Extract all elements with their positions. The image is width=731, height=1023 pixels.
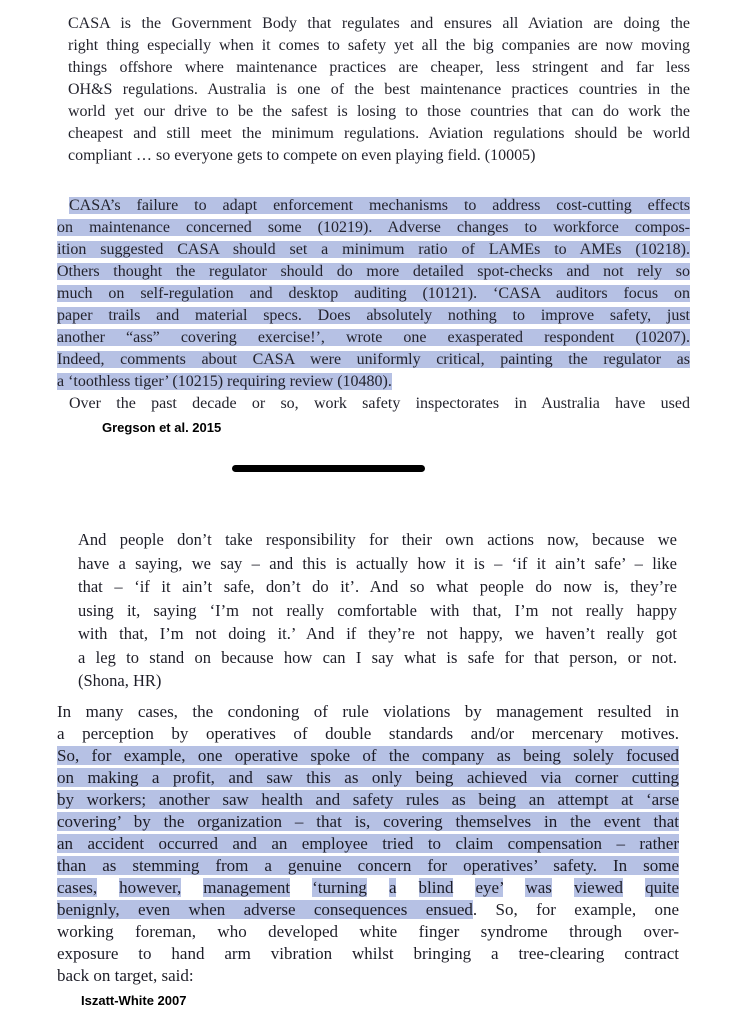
block-quote [78,528,677,693]
text-line [68,35,690,57]
citation-label: Iszatt-White 2007 [81,992,187,1008]
text-line [68,57,690,79]
text-line [78,575,677,599]
text-segment: Over the past decade or so, work safety inspectorates in Australia have used [69,395,690,412]
text-segment: world yet our drive to be the safest is losing to those countries that can do work the [68,103,690,120]
text-line [68,79,690,101]
highlighted-segment: eye’ [475,877,504,897]
text-segment [97,878,119,897]
excerpt-iszatt-white [57,528,731,1008]
text-line [57,261,690,283]
text-line [57,239,690,261]
text-line [57,327,690,349]
highlighted-segment: on making a profit, and saw this as only being achieved via corner cutting [57,767,679,787]
highlighted-segment: benignly, even when adverse consequences ensued [57,899,473,919]
text-segment: CASA is the Government Body that regulates and ensures all Aviation are doing the [68,15,690,32]
text-line [57,195,690,217]
excerpt-gregson [57,13,731,435]
text-line [68,13,690,35]
text-segment: back on target, said: [57,965,194,985]
text-segment [552,878,574,897]
highlighted-segment: however, [119,877,182,897]
citation-label: Gregson et al. 2015 [102,420,222,435]
highlighted-segment: than as stemming from a genuine concern for operatives’ safety. In some [57,855,679,875]
highlighted-segment: a ‘toothless tiger’ (10215) requiring review (10480). [57,373,392,390]
text-segment [290,878,312,897]
text-line [57,921,679,943]
highlighted-segment: management [203,877,291,897]
text-line [57,833,679,855]
section-divider [232,465,425,472]
text-segment: . So, for example, one [472,899,679,919]
highlighted-segment: by workers; another saw health and safety rules as being an attempt at ‘arse [57,789,679,809]
highlighted-segment: a [388,877,397,897]
text-line [57,789,679,811]
text-segment: a perception by operatives of double standards and/or mercenary motives. [57,723,679,743]
text-segment [623,878,645,897]
highlighted-segment: cases, [57,877,98,897]
highlighted-segment: ‘turning [312,877,367,897]
text-line [68,101,690,123]
text-line [78,622,677,646]
highlighted-segment: another “ass” covering exercise!’, wrote one exasperated respondent (10207). [57,329,690,346]
text-segment: exposure to hand arm vibration whilst bringing a tree-clearing contract [57,943,679,963]
text-segment: In many cases, the condoning of rule violations by management resulted in [57,701,679,721]
text-line [57,217,690,239]
text-line [68,123,690,145]
highlighted-segment: paper trails and material specs. Does absolutely nothing to improve safety, just [57,307,690,324]
text-segment: a leg to stand on because how can I say what is safe for that person, or not. [78,647,677,667]
highlighted-segment: much on self-regulation and desktop auditing (10121). ‘CASA auditors focus on [57,285,690,302]
text-segment: working foreman, who developed white finger syndrome through over- [57,921,679,941]
highlighted-segment: Indeed, comments about CASA were uniformly critical, painting the regulator as [57,351,690,368]
highlighted-segment: CASA’s failure to adapt enforcement mechanisms to address cost-cutting effects [69,197,690,214]
text-segment: using it, saying ‘I’m not really comfortable with that, I’m not really happy [78,600,677,620]
text-segment: OH&S regulations. Australia is one of the best maintenance practices countries in the [68,81,690,98]
highlighted-segment: blind [418,877,454,897]
text-line [78,528,677,552]
highlighted-segment: quite [645,877,679,897]
block-quote [68,13,690,167]
text-segment: And people don’t take responsibility for their own actions now, because we [78,530,677,549]
text-segment: cheapest and still meet the minimum regulations. Aviation regulations should be world [68,125,690,142]
body-paragraph [57,195,690,415]
text-segment [503,878,525,897]
text-line [57,855,679,877]
text-line [57,723,679,745]
text-line [78,669,677,693]
text-line [78,552,677,576]
text-segment: that – ‘if it ain’t safe, don’t do it’. And so what people do now is, they’re [78,577,677,596]
highlighted-segment: was [525,877,552,897]
highlighted-segment: on maintenance concerned some (10219). Adverse changes to workforce compos- [57,219,690,236]
body-paragraph [57,701,679,987]
text-line [57,283,690,305]
text-segment: compliant … so everyone gets to compete on even playing field. (10005) [68,147,536,164]
text-segment [453,878,475,897]
highlighted-segment: So, for example, one operative spoke of the company as being solely focused [57,745,679,765]
text-line [57,943,679,965]
text-line [78,646,677,670]
text-segment: (Shona, HR) [78,671,162,690]
highlighted-segment: viewed [573,877,624,897]
highlighted-segment: Others thought the regulator should do more detailed spot-checks and not rely so [57,263,690,280]
highlighted-segment: an accident occurred and an employee tried to claim compensation – rather [57,833,679,853]
text-line [68,145,690,167]
text-segment [396,878,418,897]
text-line [57,305,690,327]
text-segment: have a saying, we say – and this is actually how it is – ‘if it ain’t safe’ – like [78,553,677,573]
text-line [57,965,679,987]
text-line [57,877,679,899]
highlighted-segment: ition suggested CASA should set a minimum ratio of LAMEs to AMEs (10218). [57,241,690,258]
text-line [57,393,690,415]
text-line [57,371,690,393]
text-segment: things offshore where maintenance practices are cheaper, less stringent and far less [68,59,690,76]
text-line [57,811,679,833]
text-line [78,599,677,623]
text-line [57,745,679,767]
text-line [57,899,679,921]
text-segment: right thing especially when it comes to safety yet all the big companies are now moving [68,37,690,54]
text-segment [367,878,389,897]
text-segment [181,878,203,897]
text-segment: with that, I’m not doing it.’ And if they’re not happy, we haven’t really got [78,624,677,643]
text-line [57,767,679,789]
text-line [57,701,679,723]
highlighted-segment: covering’ by the organization – that is, covering themselves in the event that [57,811,679,831]
text-line [57,349,690,371]
